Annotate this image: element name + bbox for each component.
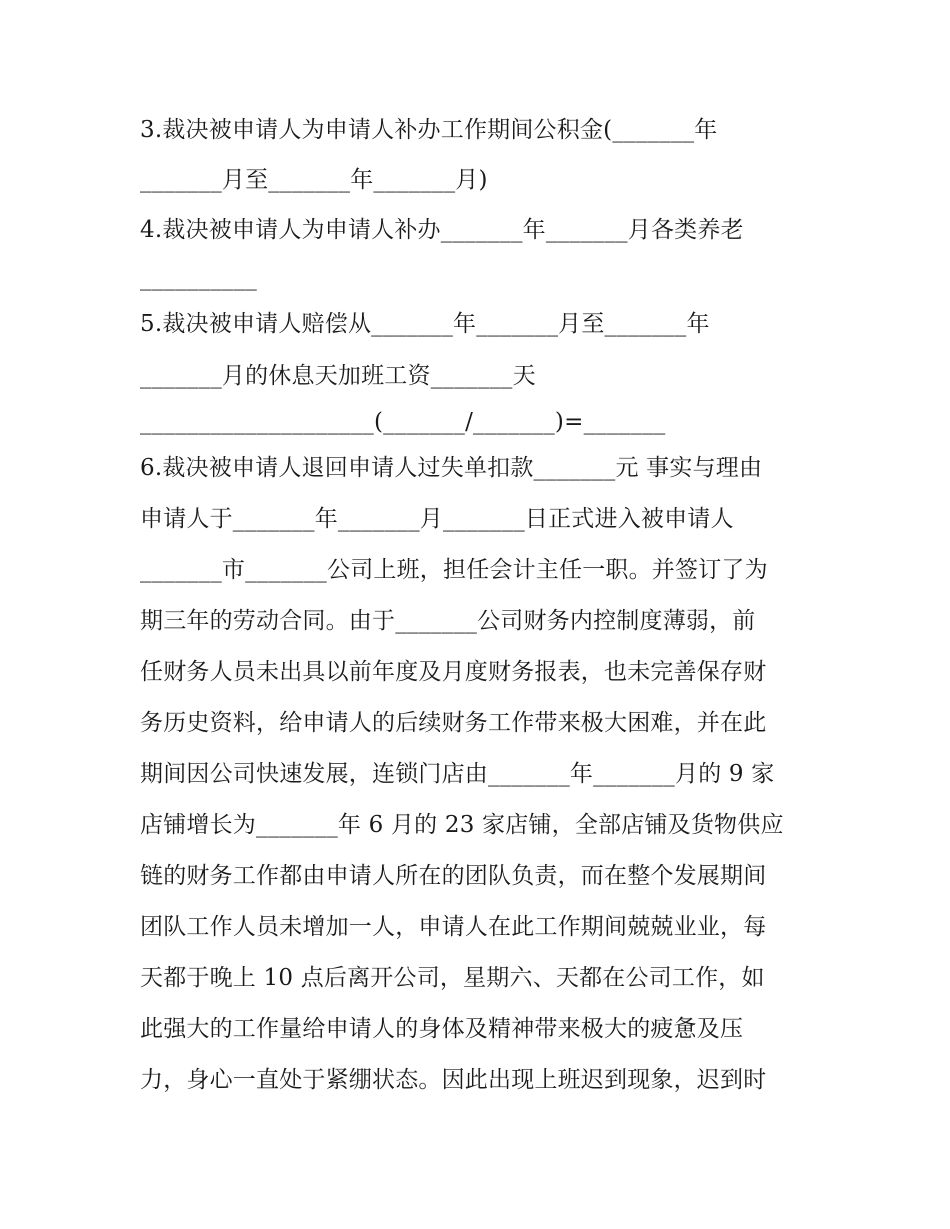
facts-line-6: 期间因公司快速发展，连锁门店由_______年_______月的 9 家 <box>140 761 775 787</box>
facts-line-10: 天都于晚上 10 点后离开公司，星期六、天都在公司工作，如 <box>140 965 765 991</box>
facts-line-12: 力，身心一直处于紧绷状态。因此出现上班迟到现象，迟到时 <box>140 1067 767 1093</box>
facts-line-3: 期三年的劳动合同。由于_______公司财务内控制度薄弱，前 <box>140 608 756 634</box>
facts-line-1: 申请人于_______年_______月_______日正式进入被申请人 <box>140 506 734 532</box>
claim-4-line-2: __________ <box>140 265 257 291</box>
claim-3-line-1: 3.裁决被申请人为申请人补办工作期间公积金(_______年 <box>140 117 718 143</box>
facts-line-7: 店铺增长为_______年 6 月的 23 家店铺，全部店铺及货物供应 <box>140 812 784 838</box>
facts-line-2: _______市_______公司上班，担任会计主任一职。并签订了为 <box>140 557 768 583</box>
facts-line-8: 链的财务工作都由申请人所在的团队负责，而在整个发展期间 <box>140 863 767 889</box>
claim-4-line-1: 4.裁决被申请人为申请人补办_______年_______月各类养老 <box>140 217 744 243</box>
claim-5-line-2: _______月的休息天加班工资_______天 <box>140 363 536 389</box>
facts-line-4: 任财务人员未出具以前年度及月度财务报表，也未完善保存财 <box>140 659 767 685</box>
facts-line-9: 团队工作人员未增加一人，申请人在此工作期间兢兢业业，每 <box>140 914 767 940</box>
claim-5-line-1: 5.裁决被申请人赔偿从_______年_______月至_______年 <box>140 311 710 337</box>
claim-3-line-2: _______月至_______年_______月) <box>140 167 488 193</box>
claim-5-formula-line: ____________________(_______/_______)=_______ <box>140 409 666 435</box>
claim-6-line: 6.裁决被申请人退回申请人过失单扣款_______元 事实与理由 <box>140 455 763 481</box>
facts-line-11: 此强大的工作量给申请人的身体及精神带来极大的疲惫及压 <box>140 1016 744 1042</box>
facts-line-5: 务历史资料，给申请人的后续财务工作带来极大困难，并在此 <box>140 710 767 736</box>
